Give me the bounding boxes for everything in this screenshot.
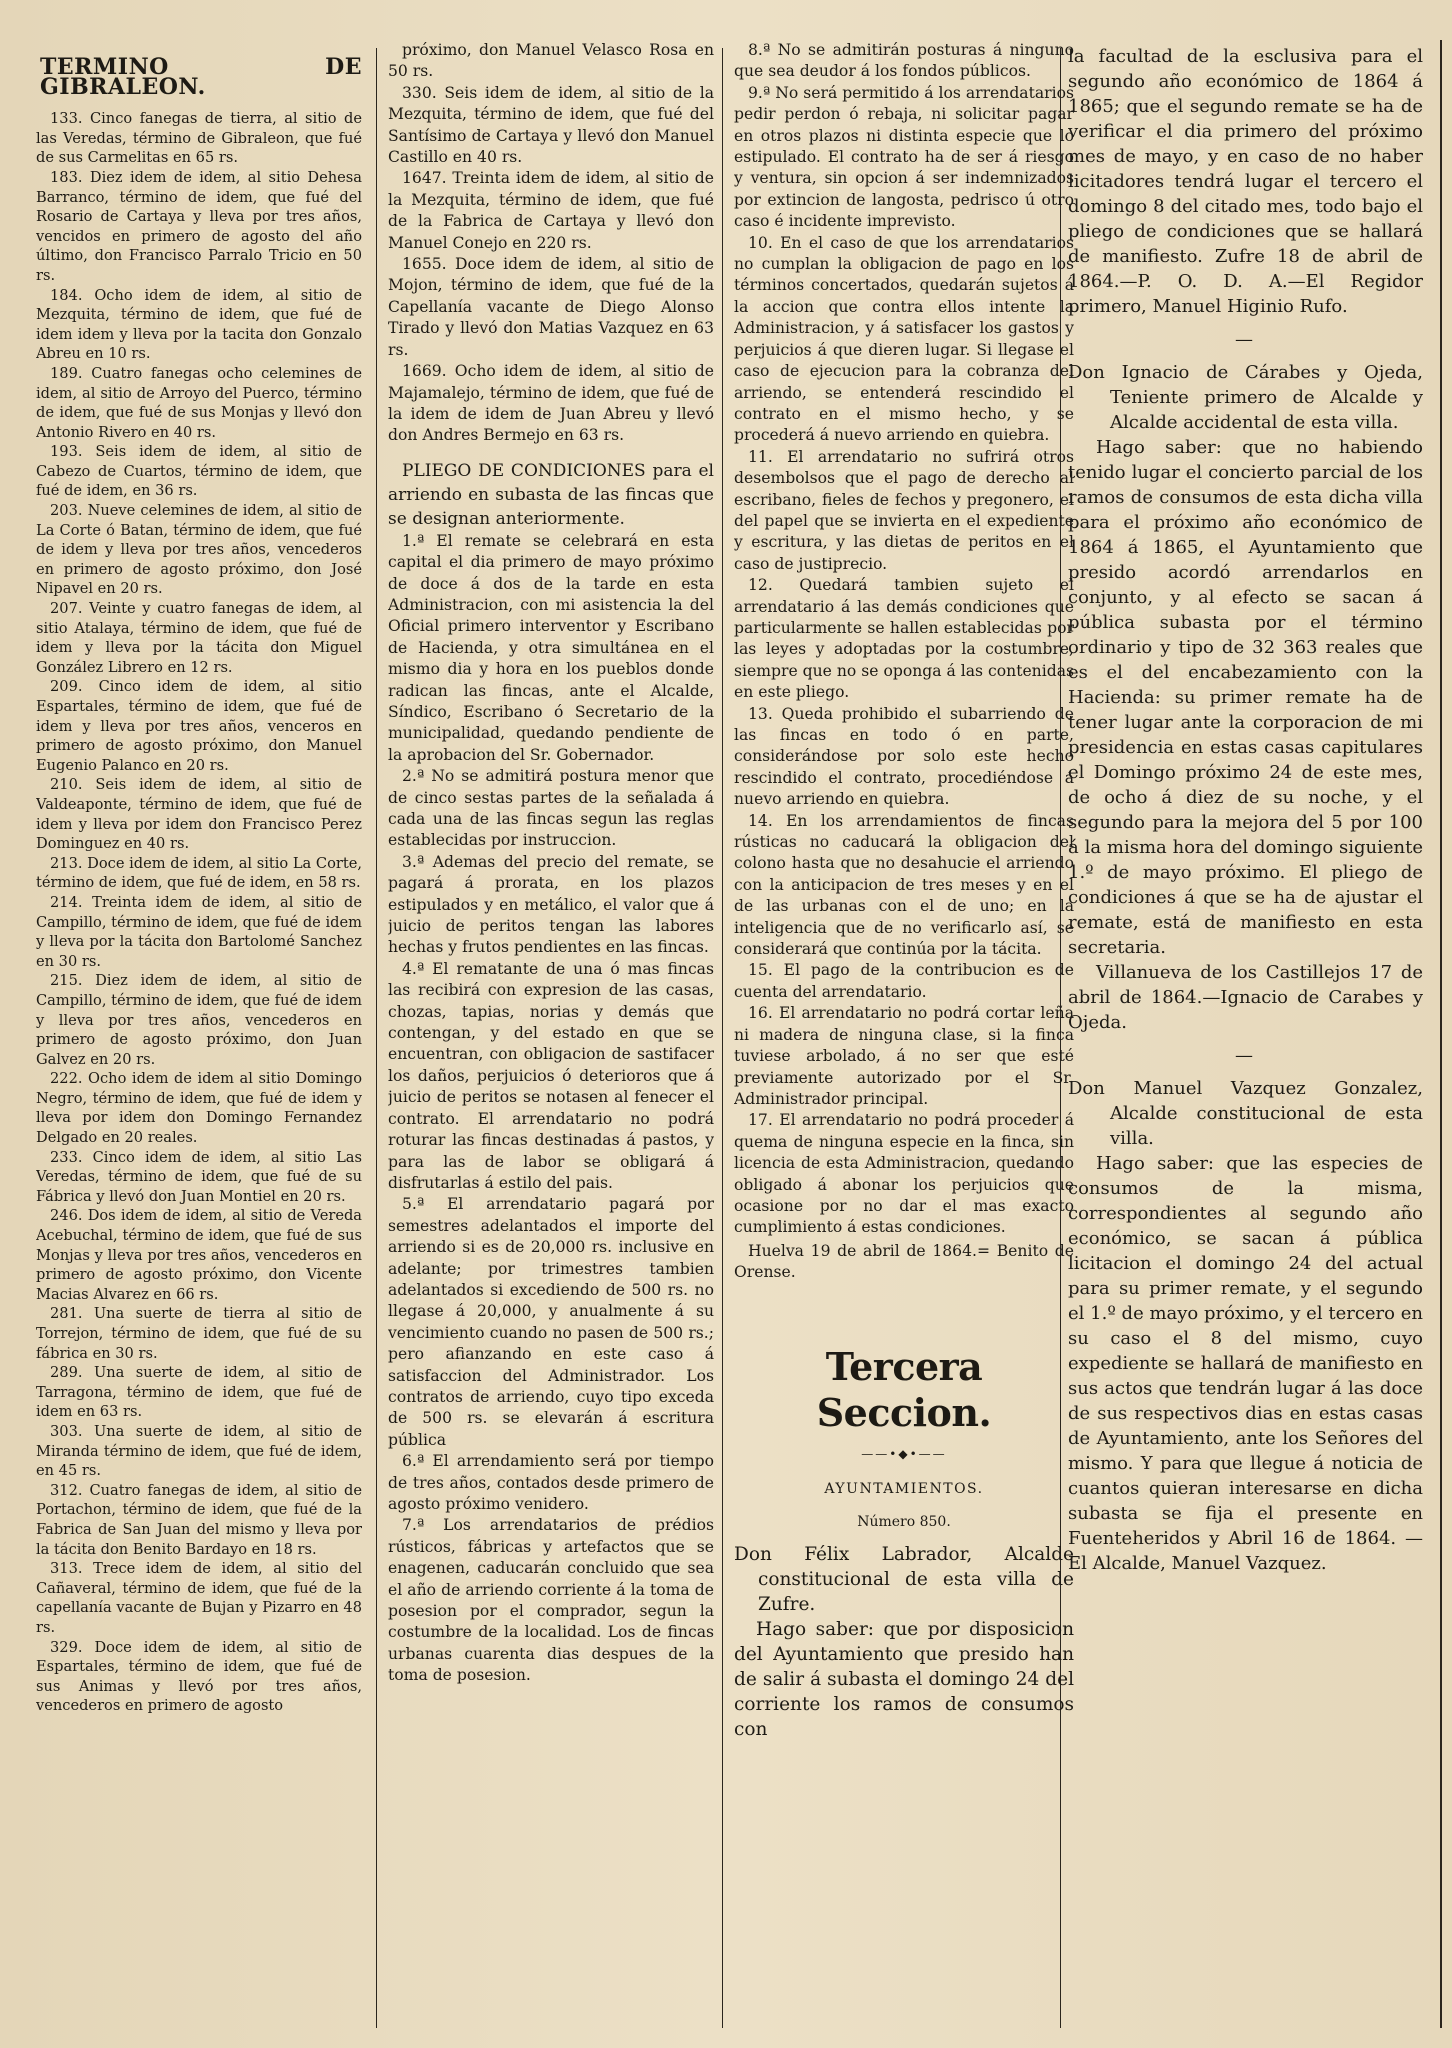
column-3 xyxy=(734,40,1074,2036)
condition-item: 2.ª No se admitirá postura menor que de cinco sestas partes de la señalada á cada una de las fincas segun las reglas establecidas por instruccion. xyxy=(388,767,714,850)
notice-intro: Don Manuel Vazquez Gonzalez, Alcalde constitucional de esta villa. xyxy=(1068,1078,1423,1149)
property-entry: 329. Doce idem de idem, al sitio de Espartales, término de idem, que fué de sus Animas y llevó por tres años, vencederos en primero de agosto xyxy=(36,1638,362,1715)
condition-item: 6.ª El arrendamiento será por tiempo de tres años, contados desde primero de agosto próximo venidero. xyxy=(388,1452,714,1513)
property-entry: 303. Una suerte de idem, al sitio de Miranda término de idem, que fué de idem, en 45 rs. xyxy=(36,1422,362,1480)
condition-item: 13. Queda prohibido el subarriendo de las fincas en todo ó en parte, considerándose por solo este hecho rescindido el contrato, procediéndose á nuevo arriendo en quiebra. xyxy=(734,704,1074,809)
property-entry: 330. Seis idem de idem, al sitio de la Mezquita, término de idem, que fué del Santísimo de Cartaya y llevó don Manuel Castillo en 40 rs. xyxy=(388,83,714,167)
property-list xyxy=(388,40,714,447)
column-rule xyxy=(722,48,723,2028)
conditions-title: PLIEGO DE CONDICIONES para el arriendo en subasta de las fincas que se designan anteriormente. xyxy=(388,460,714,529)
conditions-list xyxy=(388,531,714,1687)
property-entry: 183. Diez idem de idem, al sitio Dehesa Barranco, término de idem, que fué del Rosario de Cartaya y lleva por tres años, vencidos en primero de agosto del año último, don Francisco Parralo Tricio en 50 rs. xyxy=(36,168,362,284)
separator: — xyxy=(1235,329,1256,350)
property-entry: 222. Ocho idem de idem al sitio Domingo Negro, término de idem, que fué de idem y lleva por idem don Domingo Fernandez Delgado en 20 reales. xyxy=(36,1070,362,1147)
condition-item: 14. En los arrendamientos de fincas rústicas no caducará la obligacion del colono hasta que no desahucie el arriendo con la anticipacion de tres meses y en el de las urbanas con el de uno; en la inteligencia que de no verificarlo así, se considerará que continúa por la tácita. xyxy=(734,811,1074,959)
condition-item: 8.ª No se admitirán posturas á ninguno que sea deudor á los fondos públicos. xyxy=(734,41,1074,81)
condition-item: 7.ª Los arrendatarios de prédios rústicos, fábricas y artefactos que se enagenen, caducarán concluido que sea el año de arriendo corriente á la toma de posesion por el comprador, segun la costumbre de la localidad. Los de fincas urbanas cuarenta dias despues de la toma de posesion. xyxy=(388,1516,714,1685)
page-edge-rule xyxy=(1440,40,1442,2028)
condition-item: 3.ª Ademas del precio del remate, se pagará á prorata, en los plazos estipulados y en metálico, el valor que á juicio de peritos tengan las labores hechas y frutos pendientes en las fincas. xyxy=(388,852,714,957)
property-entry: 203. Nueve celemines de idem, al sitio de La Corte ó Batan, término de idem, que fué de idem y lleva por tres años, vencederos en primero de agosto próximo, don José Nipavel en 20 rs. xyxy=(36,502,362,598)
condition-item: 17. El arrendatario no podrá proceder á quema de ninguna especie en la finca, sin licencia de esta Administracion, quedando obligado á abonar los perjuicios que ocasione por no dar el mas exacto cumplimiento á estas condiciones. xyxy=(734,1111,1074,1237)
property-entry: 233. Cinco idem de idem, al sitio Las Veredas, término de idem, que fué de su Fábrica y llevó don Juan Montiel en 20 rs. xyxy=(36,1148,362,1205)
signature: Huelva 19 de abril de 1864.= Benito de Orense. xyxy=(734,1241,1074,1282)
property-entry: 1669. Ocho idem de idem, al sitio de Majamalejo, término de idem, que fué de la idem de idem de Juan Abreu y llevó don Andres Bermejo en 63 rs. xyxy=(388,362,714,445)
notice-number: Número 850. xyxy=(857,1514,951,1531)
property-entry: 312. Cuatro fanegas de idem, al sitio de Portachon, término de idem, que fué de la Fabrica de San Juan del mismo y lleva por la tácita don Benito Bardayo en 18 rs. xyxy=(36,1481,362,1558)
section-title: Tercera Seccion. xyxy=(816,1343,992,1435)
condition-item: 10. En el caso de que los arrendatarios no cumplan la obligacion de pago en los términos concertados, quedarán sujetos á la accion que contra ellos intente la Administracion, y á satisfacer los gastos y perjuicios á que dieren lugar. Si llegase el caso de ejecucion para la cobranza del arriendo, se entenderá rescindido el contrato en el mismo hecho, y se procederá á nuevo arriendo en quiebra. xyxy=(734,233,1074,445)
notice-body: Hago saber: que las especies de consumos de la misma, correspondientes al segundo año económico, se sacan á pública licitacion el domingo 24 del actual para su primer remate, y el segundo el 1.º de mayo próximo, y el tercero en su caso el 8 del mismo, cuyo expediente se hallará de manifiesto en sus actos que tendrán lugar á las doce de sus respectivos dias en estas casas de Ayuntamiento, ante los Señores del mismo. Y para que llegue á noticia de cuantos quieran interesarse en dicha subasta se fija el presente en Fuenteheridos y Abril 16 de 1864. —El Alcalde, Manuel Vazquez. xyxy=(1068,1153,1423,1574)
column-2 xyxy=(388,40,714,2036)
condition-item: 4.ª El rematante de una ó mas fincas las recibirá con expresion de las casas, chozas, tapias, norias y demás que contengan, y del estado en que se encuentran, con obligacion de sastifacer los daños, perjuicios ó deterioros que á juicio de peritos se notasen al fenecer el contrato. El arrendatario no podrá roturar las fincas destinadas á pastos, y para las de labor se obligará á disfrutarlas á estilo del pais. xyxy=(388,959,714,1192)
property-entry: 246. Dos idem de idem, al sitio de Vereda Acebuchal, término de idem, que fué de sus Monjas y lleva por tres años, vencederos en primero de agosto próximo, don Vicente Macias Alvarez en 66 rs. xyxy=(36,1207,362,1303)
column-4 xyxy=(1068,44,1423,2036)
conditions-list xyxy=(734,40,1074,1239)
column-1 xyxy=(36,40,362,2036)
property-entry: 133. Cinco fanegas de tierra, al sitio de las Veredas, término de Gibraleon, que fué de sus Carmelitas en 65 rs. xyxy=(36,110,362,167)
property-entry: 207. Veinte y cuatro fanegas de idem, al sitio Atalaya, término de idem, que fué de idem y lleva por la tácita don Miguel González Librero en 12 rs. xyxy=(36,600,362,676)
notice-intro: Don Ignacio de Cárabes y Ojeda, Teniente primero de Alcalde y Alcalde accidental de esta villa. xyxy=(1068,362,1423,433)
notice-continuation: la facultad de la esclusiva para el segundo año económico de 1864 á 1865; que el segundo remate se ha de verificar el dia primero del próximo mes de mayo, y en caso de no haber licitadores tendrá lugar el tercero el domingo 8 del citado mes, todo bajo el pliego de condiciones que se hallará de manifiesto. Zufre 18 de abril de 1864.—P. O. D. A.—El Regidor primero, Manuel Higinio Rufo. xyxy=(1068,46,1423,317)
condition-item: 11. El arrendatario no sufrirá otros desembolsos que el pago de derecho al escribano, fieles de fechos y pregonero, el del papel que se invierta en el expediente y escritura, y las dietas de peritos en el caso de justiprecio. xyxy=(734,447,1074,573)
property-entry: 210. Seis idem de idem, al sitio de Valdeaponte, término de idem, que fué de idem y lleva por idem don Francisco Perez Dominguez en 40 rs. xyxy=(36,776,362,853)
column-rule xyxy=(376,48,377,2028)
notice-body: Hago saber: que no habiendo tenido lugar el concierto parcial de los ramos de consumos de esta dicha villa para el próximo año económico de 1864 á 1865, el Ayuntamiento que presido acordó arrendarlos en conjunto, y al efecto se sacan á pública subasta por el término ordinario y tipo de 32 363 reales que es el del encabezamiento con la Hacienda: su primer remate ha de tener lugar ante la corporacion de mi presidencia en estas casas capitulares el Domingo próximo 24 de este mes, de ocho á diez de su noche, y el segundo para la mejora del 5 por 100 á la misma hora del domingo siguiente 1.º de mayo próximo. El pliego de condiciones á que se ha de ajustar el remate, está de manifiesto en esta secretaria. xyxy=(1068,437,1423,958)
property-entry: 281. Una suerte de tierra al sitio de Torrejon, término de idem, que fué de su fábrica en 30 rs. xyxy=(36,1305,362,1362)
property-entry: 214. Treinta idem de idem, al sitio de Campillo, término de idem, que fué de idem y lleva por la tácita don Bartolomé Sanchez en 30 rs. xyxy=(36,893,362,970)
property-list xyxy=(36,109,362,1716)
property-entry: 193. Seis idem de idem, al sitio de Cabezo de Cuartos, término de idem, que fué de idem, en 36 rs. xyxy=(36,443,362,500)
property-entry: 215. Diez idem de idem, al sitio de Campillo, término de idem, que fué de idem y lleva por tres años, vencederos en primero de agosto próximo, don Juan Galvez en 20 rs. xyxy=(36,972,362,1068)
separator: — xyxy=(1235,1045,1256,1066)
property-entry: 1647. Treinta idem de idem, al sitio de la Mezquita, término de idem, que fué de la Fabrica de Cartaya y llevó don Manuel Conejo en 220 rs. xyxy=(388,169,714,252)
property-entry: 313. Trece idem de idem, al sitio del Cañaveral, término de idem, que fué de la capellanía vacante de Bujan y Pizarro en 48 rs. xyxy=(36,1560,362,1636)
property-entry: próximo, don Manuel Velasco Rosa en 50 rs. xyxy=(388,41,714,81)
property-entry: 1655. Doce idem de idem, al sitio de Mojon, término de idem, que fué de la Capellanía vacante de Diego Alonso Tirado y llevó don Matias Vazquez en 63 rs. xyxy=(388,255,714,359)
condition-item: 12. Quedará tambien sujeto el arrendatario á las demás condiciones que particularmente se hallen establecidas por las leyes y adoptadas por la costumbre, siempre que no se oponga á las contenidas en este pliego. xyxy=(734,576,1074,702)
section-heading: TERMINO DE GIBRALEON. xyxy=(40,54,362,100)
notice-body: Hago saber: que por disposicion del Ayuntamiento que presido han de salir á subasta el domingo 24 del corriente los ramos de consumos con xyxy=(734,1618,1074,1740)
notice-signature: Villanueva de los Castillejos 17 de abril de 1864.—Ignacio de Carabes y Ojeda. xyxy=(1068,962,1423,1033)
condition-item: 5.ª El arrendatario pagará por semestres adelantados el importe del arriendo si es de 20,000 rs. inclusive en adelante; por trimestres tambien adelantados si excediendo de 500 rs. no llegase á 20,000, y anualmente á su vencimiento cuando no pasen de 500 rs.; pero afianzando en este caso á satisfaccion del Administrador. Los contratos de arriendo, cuyo tipo exceda de 500 rs. se elevarán á escritura pública xyxy=(388,1195,714,1449)
condition-item: 15. El pago de la contribucion es de cuenta del arrendatario. xyxy=(734,961,1074,1001)
property-entry: 289. Una suerte de idem, al sitio de Tarragona, término de idem, que fué de idem en 63 rs. xyxy=(36,1364,362,1421)
property-entry: 209. Cinco idem de idem, al sitio Espartales, término de idem, que fué de idem y lleva por tres años, venceros en primero de agosto próximo, don Manuel Eugenio Palanco en 20 rs. xyxy=(36,678,362,774)
property-entry: 189. Cuatro fanegas ocho celemines de idem, al sitio de Arroyo del Puerco, término de idem, que fué de sus Monjas y llevó don Antonio Rivero en 40 rs. xyxy=(36,364,362,441)
ornament-divider: ——•◆•—— xyxy=(861,1446,947,1461)
property-entry: 213. Doce idem de idem, al sitio La Corte, término de idem, que fué de idem, en 58 rs. xyxy=(36,854,362,892)
condition-item: 16. El arrendatario no podrá cortar leña ni madera de ninguna clase, si la finca tuviese arbolado, á no ser que esté previamente autorizado por el Sr. Administrador principal. xyxy=(734,1004,1074,1108)
condition-item: 1.ª El remate se celebrará en esta capital el dia primero de mayo próximo de doce á dos de la tarde en esta Administracion, con mi asistencia la del Oficial primero interventor y Escribano de Hacienda, y otra simultánea en el mismo dia y hora en los pueblos donde radican las fincas, ante el Alcalde, Síndico, Escribano ó Secretario de la municipalidad, quedando pendiente de la aprobacion del Sr. Gobernador. xyxy=(388,531,714,764)
notice-intro: Don Félix Labrador, Alcalde constitucional de esta villa de Zufre. xyxy=(734,1543,1074,1615)
property-entry: 184. Ocho idem de idem, al sitio de Mezquita, término de idem, que fué de idem idem y lleva por la tacita don Gonzalo Abreu en 10 rs. xyxy=(36,286,362,363)
subheading: AYUNTAMIENTOS. xyxy=(824,1480,984,1497)
condition-item: 9.ª No será permitido á los arrendatarios pedir perdon ó rebaja, ni solicitar pagar en otros plazos ni distinta especie que lo estipulado. El contrato ha de ser á riesgo y ventura, sin opcion á ser indemnizados por extincion de langosta, pedrisco ú otro caso é incidente imprevisto. xyxy=(734,83,1074,231)
